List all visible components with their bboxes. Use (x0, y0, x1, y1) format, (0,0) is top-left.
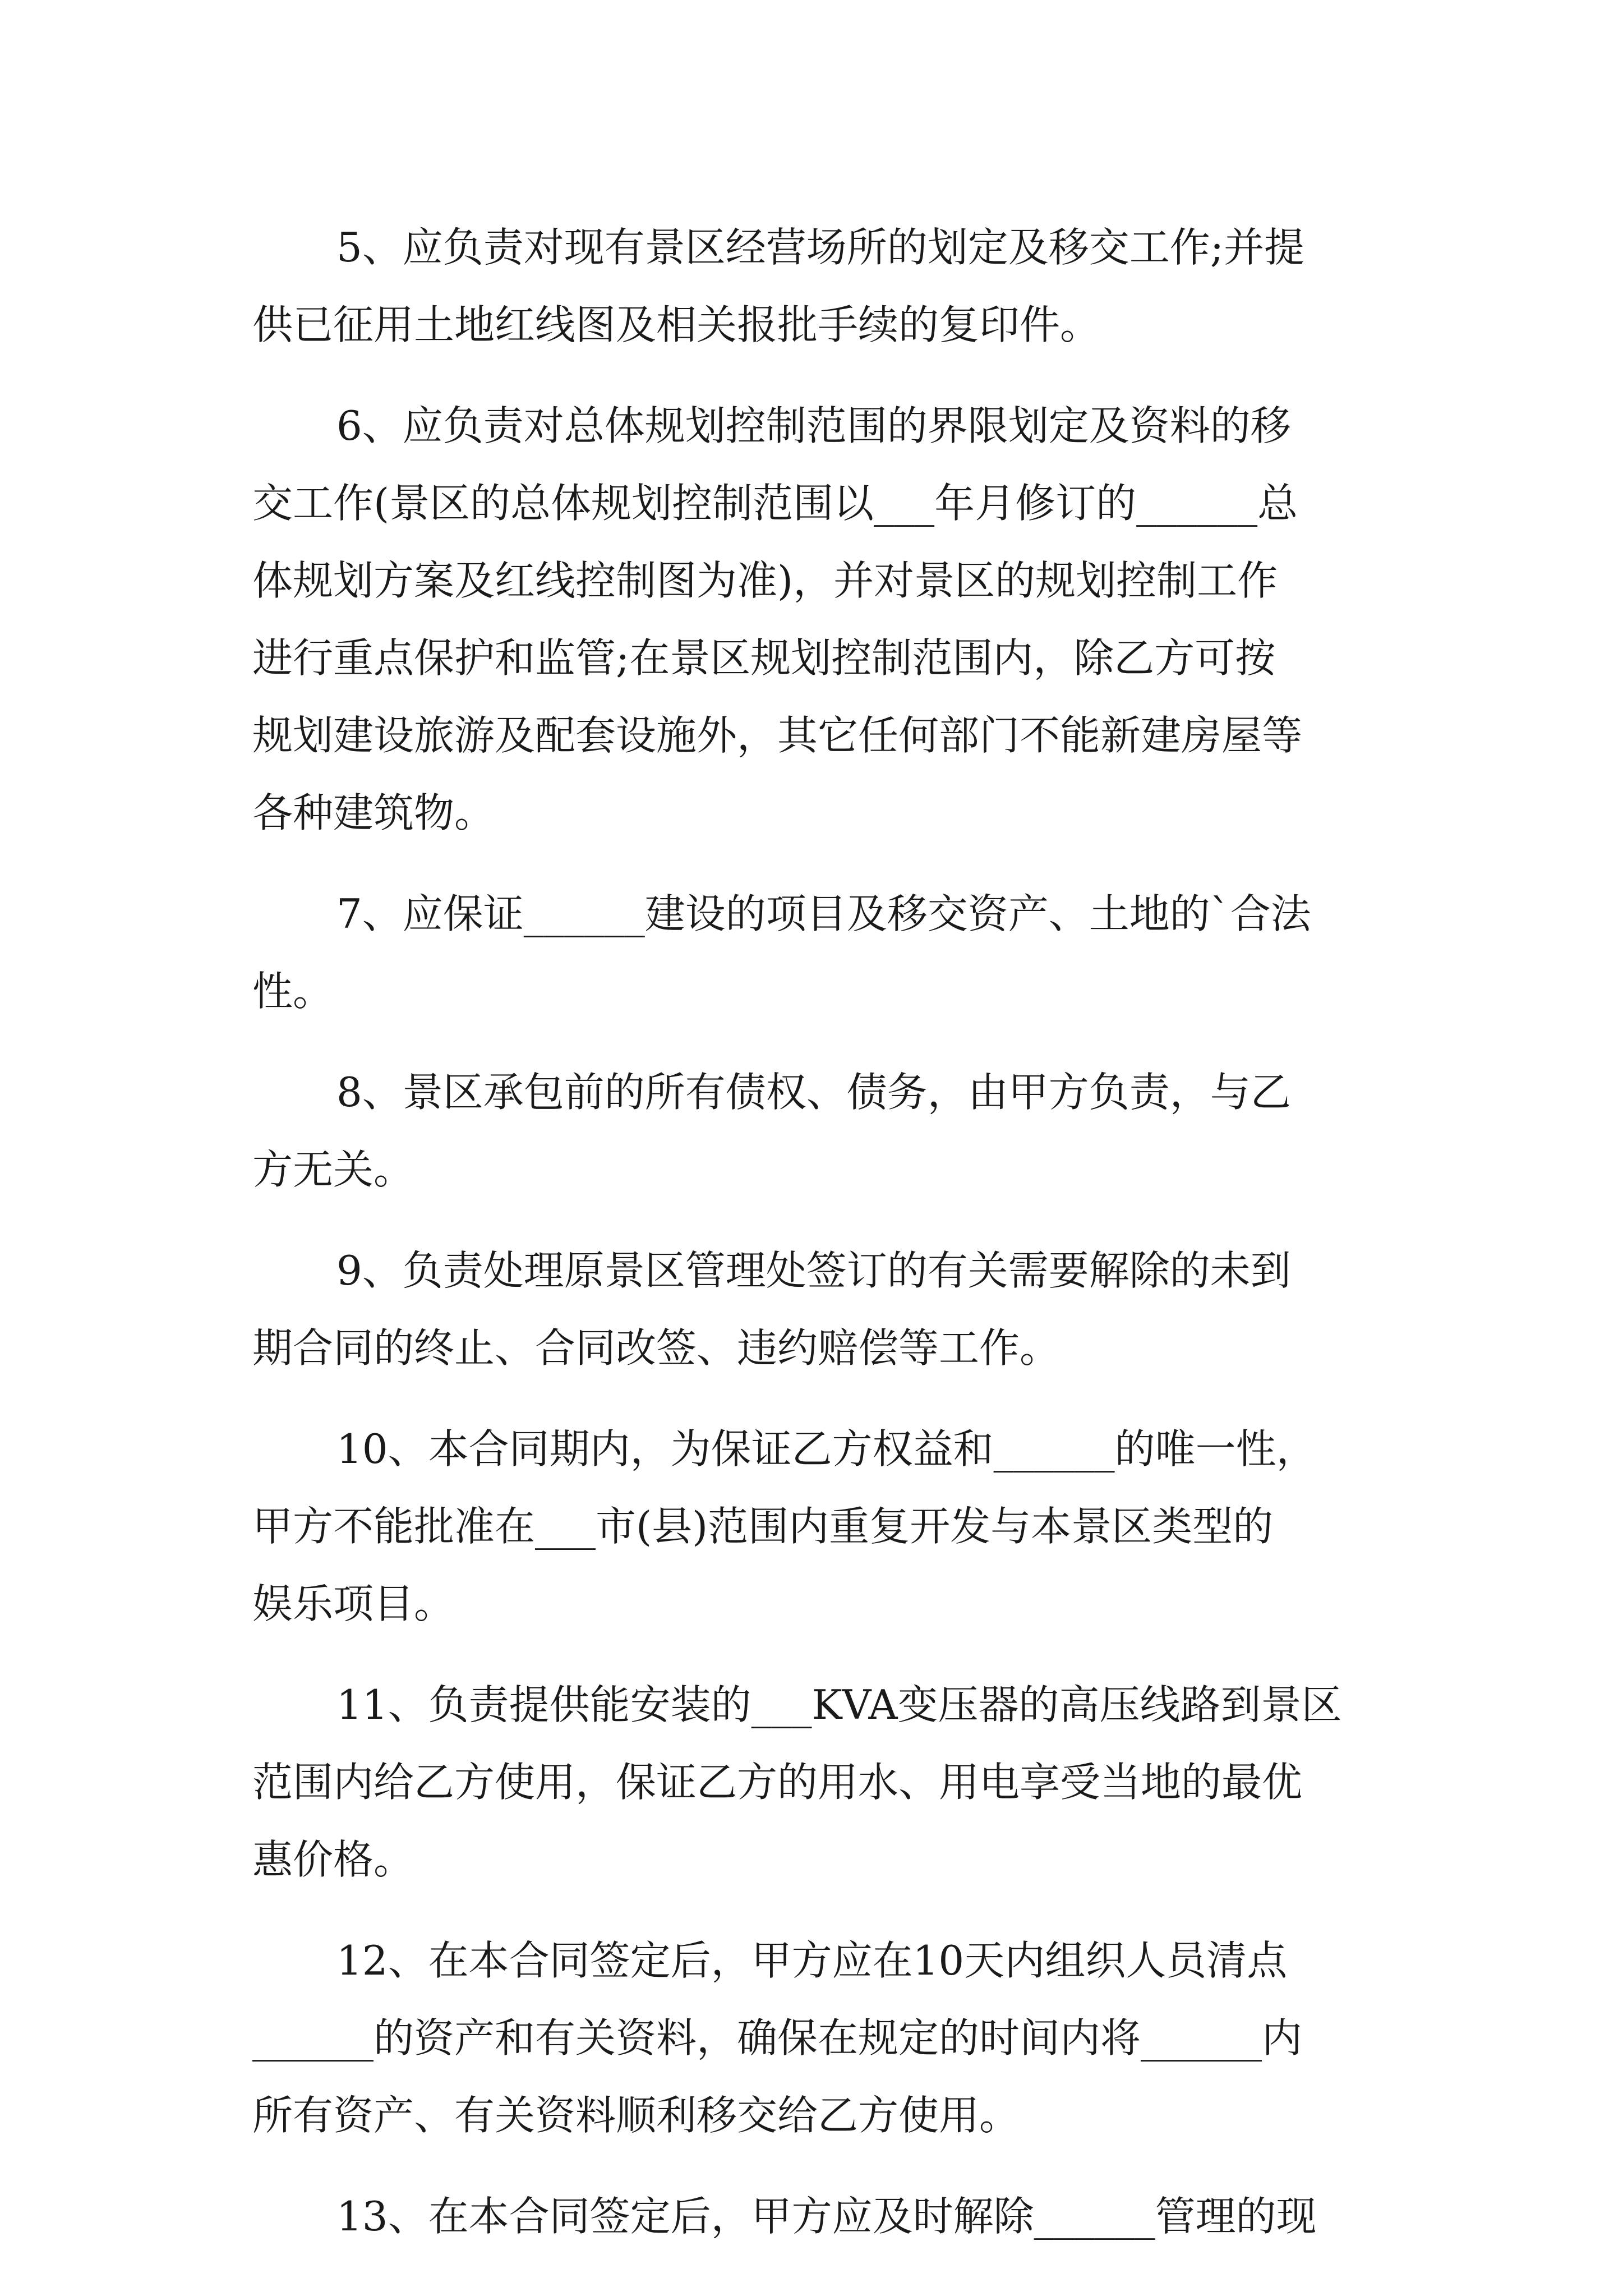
clause-6 (252, 387, 1374, 852)
clause-line: 范围内给乙方使用，保证乙方的用水、用电享受当地的最优 (252, 1759, 1303, 1806)
clause-line: 体规划方案及红线控制图为准)，并对景区的规划控制工作 (252, 557, 1278, 604)
clause-line: 各种建筑物。 (252, 789, 495, 836)
clause-line: 性。 (252, 968, 334, 1015)
clause-line: 规划建设旅游及配套设施外，其它任何部门不能新建房屋等 (252, 712, 1303, 759)
clause-line: 6、应负责对总体规划控制范围的界限划定及资料的移 (336, 402, 1291, 449)
clause-11 (252, 1666, 1374, 1898)
clause-line: 甲方不能批准在___市(县)范围内重复开发与本景区类型的 (252, 1503, 1274, 1550)
clause-line: 13、在本合同签定后，甲方应及时解除______管理的现 (336, 2193, 1317, 2240)
clause-10 (252, 1410, 1374, 1642)
clause-line: 7、应保证______建设的项目及移交资产、土地的`合法 (336, 890, 1311, 937)
clause-line: 所有资产、有关资料顺利移交给乙方使用。 (252, 2092, 1020, 2139)
clause-13 (252, 2178, 1374, 2255)
clause-line: 方无关。 (252, 1146, 414, 1193)
clause-line: 11、负责提供能安装的___KVA变压器的高压线路到景区 (336, 1681, 1342, 1728)
clause-12 (252, 1922, 1374, 2154)
clause-9 (252, 1232, 1374, 1387)
clause-line: 交工作(景区的总体规划控制范围以___年月修订的______总 (252, 480, 1298, 527)
clause-line: 娱乐项目。 (252, 1580, 455, 1627)
clause-line: 期合同的终止、合同改签、违约赔偿等工作。 (252, 1324, 1061, 1372)
clause-line: ______的资产和有关资料，确保在规定的时间内将______内 (252, 2014, 1303, 2062)
clause-line: 8、景区承包前的所有债权、债务，由甲方负责，与乙 (336, 1069, 1291, 1116)
clause-line: 5、应负责对现有景区经营场所的划定及移交工作;并提 (336, 224, 1305, 271)
document-page (252, 209, 1374, 2279)
clause-line: 9、负责处理原景区管理处签订的有关需要解除的未到 (336, 1247, 1291, 1294)
clause-line: 12、在本合同签定后，甲方应在10天内组织人员清点 (336, 1937, 1288, 1984)
clause-5 (252, 209, 1374, 364)
clause-line: 惠价格。 (252, 1836, 414, 1883)
clause-8 (252, 1053, 1374, 1208)
clause-line: 进行重点保护和监管;在景区规划控制范围内，除乙方可按 (252, 634, 1276, 682)
clause-7 (252, 875, 1374, 1030)
clause-line: 10、本合同期内，为保证乙方权益和______的唯一性， (336, 1425, 1317, 1473)
clause-line: 供已征用土地红线图及相关报批手续的复印件。 (252, 301, 1101, 348)
